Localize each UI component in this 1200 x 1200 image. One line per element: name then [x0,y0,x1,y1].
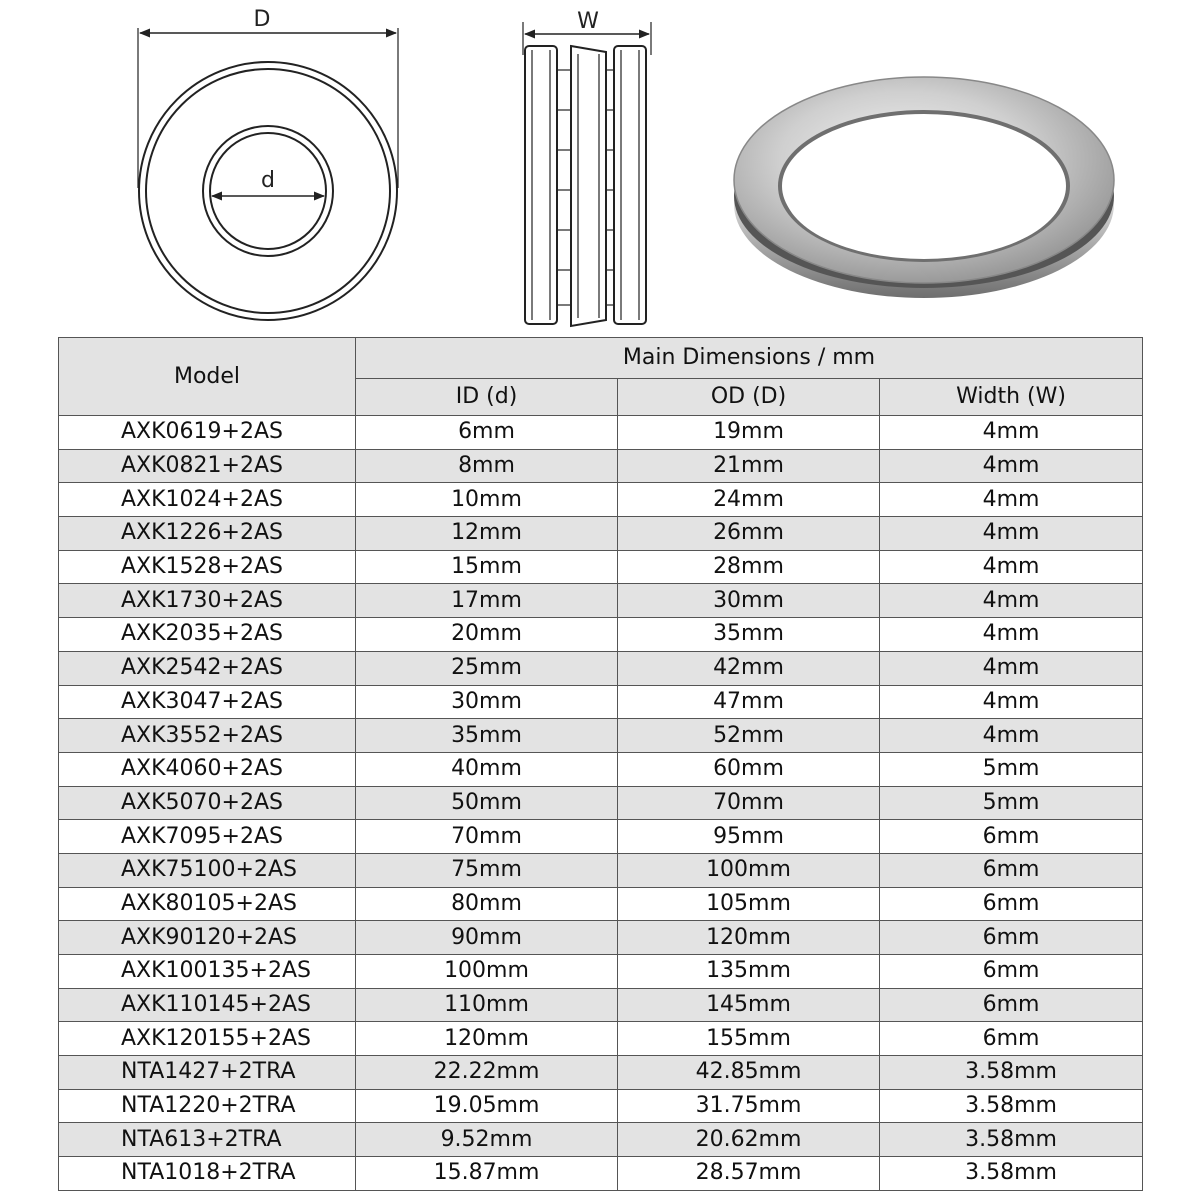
table-row [59,1089,1143,1123]
id-cell: 17mm [356,584,618,618]
table-row [59,1022,1143,1056]
model-cell: AXK2542+2AS [59,651,356,685]
id-cell: 12mm [356,517,618,551]
model-cell: AXK1730+2AS [59,584,356,618]
width-cell: 4mm [880,550,1143,584]
table-row [59,887,1143,921]
id-cell: 40mm [356,752,618,786]
id-cell: 80mm [356,887,618,921]
table-row [59,988,1143,1022]
table-row [59,483,1143,517]
od-cell: 19mm [618,416,880,450]
width-cell: 3.58mm [880,1089,1143,1123]
model-cell: AXK75100+2AS [59,853,356,887]
model-cell: AXK1024+2AS [59,483,356,517]
width-cell: 3.58mm [880,1157,1143,1191]
od-cell: 31.75mm [618,1089,880,1123]
width-cell: 4mm [880,517,1143,551]
model-cell: AXK5070+2AS [59,786,356,820]
model-cell: AXK0821+2AS [59,449,356,483]
table-row [59,449,1143,483]
width-cell: 4mm [880,483,1143,517]
width-cell: 3.58mm [880,1123,1143,1157]
id-cell: 25mm [356,651,618,685]
width-cell: 4mm [880,618,1143,652]
od-cell: 52mm [618,719,880,753]
id-cell: 10mm [356,483,618,517]
width-cell: 4mm [880,719,1143,753]
od-cell: 47mm [618,685,880,719]
od-cell: 30mm [618,584,880,618]
table-row [59,584,1143,618]
width-cell: 4mm [880,685,1143,719]
od-cell: 105mm [618,887,880,921]
id-cell: 110mm [356,988,618,1022]
table-row [59,955,1143,989]
table-row [59,820,1143,854]
bearing-diagrams [0,0,1200,335]
width-label: W [577,9,599,34]
id-cell: 35mm [356,719,618,753]
table-row [59,618,1143,652]
width-cell: 5mm [880,786,1143,820]
width-cell: 6mm [880,955,1143,989]
table-row [59,786,1143,820]
model-cell: AXK1226+2AS [59,517,356,551]
od-cell: 21mm [618,449,880,483]
od-cell: 28.57mm [618,1157,880,1191]
main-dimensions-header: Main Dimensions / mm [356,338,1143,379]
od-cell: 155mm [618,1022,880,1056]
width-cell: 4mm [880,449,1143,483]
width-cell: 6mm [880,853,1143,887]
od-cell: 42.85mm [618,1056,880,1090]
id-cell: 20mm [356,618,618,652]
id-cell: 15.87mm [356,1157,618,1191]
inner-diameter-label: d [261,168,275,193]
outer-diameter-label: D [253,7,271,32]
id-cell: 15mm [356,550,618,584]
model-header: Model [59,338,356,416]
width-cell: 6mm [880,921,1143,955]
id-cell: 9.52mm [356,1123,618,1157]
table-row [59,550,1143,584]
od-cell: 135mm [618,955,880,989]
bearing-photo [734,77,1114,298]
id-cell: 50mm [356,786,618,820]
width-cell: 3.58mm [880,1056,1143,1090]
table-row [59,921,1143,955]
table-row [59,416,1143,450]
od-cell: 24mm [618,483,880,517]
od-cell: 95mm [618,820,880,854]
width-cell: 4mm [880,416,1143,450]
model-cell: AXK2035+2AS [59,618,356,652]
od-column-header: OD (D) [618,379,880,416]
model-cell: NTA613+2TRA [59,1123,356,1157]
table-row [59,685,1143,719]
table-row [59,719,1143,753]
width-cell: 5mm [880,752,1143,786]
table-row [59,752,1143,786]
id-cell: 22.22mm [356,1056,618,1090]
model-cell: AXK4060+2AS [59,752,356,786]
model-cell: AXK110145+2AS [59,988,356,1022]
od-cell: 100mm [618,853,880,887]
width-cell: 6mm [880,820,1143,854]
model-cell: AXK100135+2AS [59,955,356,989]
table-row [59,651,1143,685]
id-cell: 70mm [356,820,618,854]
width-column-header: Width (W) [880,379,1143,416]
id-cell: 120mm [356,1022,618,1056]
model-cell: AXK3047+2AS [59,685,356,719]
model-cell: AXK0619+2AS [59,416,356,450]
model-cell: NTA1018+2TRA [59,1157,356,1191]
model-cell: AXK90120+2AS [59,921,356,955]
table-row [59,1123,1143,1157]
model-cell: AXK7095+2AS [59,820,356,854]
id-cell: 19.05mm [356,1089,618,1123]
id-cell: 90mm [356,921,618,955]
width-cell: 6mm [880,988,1143,1022]
table-row [59,1056,1143,1090]
dimensions-table [58,337,1143,1191]
width-cell: 6mm [880,887,1143,921]
od-cell: 145mm [618,988,880,1022]
id-cell: 8mm [356,449,618,483]
model-cell: AXK3552+2AS [59,719,356,753]
od-cell: 35mm [618,618,880,652]
width-cell: 4mm [880,651,1143,685]
table-row [59,517,1143,551]
od-cell: 26mm [618,517,880,551]
model-cell: AXK120155+2AS [59,1022,356,1056]
width-cell: 6mm [880,1022,1143,1056]
width-cell: 4mm [880,584,1143,618]
table-row [59,1157,1143,1191]
od-cell: 28mm [618,550,880,584]
id-cell: 75mm [356,853,618,887]
table-body [59,416,1143,1191]
table-row [59,853,1143,887]
id-cell: 100mm [356,955,618,989]
od-cell: 60mm [618,752,880,786]
id-cell: 30mm [356,685,618,719]
od-cell: 20.62mm [618,1123,880,1157]
model-cell: AXK1528+2AS [59,550,356,584]
side-view-drawing [523,22,651,326]
model-cell: NTA1220+2TRA [59,1089,356,1123]
od-cell: 42mm [618,651,880,685]
od-cell: 120mm [618,921,880,955]
id-cell: 6mm [356,416,618,450]
model-cell: AXK80105+2AS [59,887,356,921]
od-cell: 70mm [618,786,880,820]
model-cell: NTA1427+2TRA [59,1056,356,1090]
id-column-header: ID (d) [356,379,618,416]
